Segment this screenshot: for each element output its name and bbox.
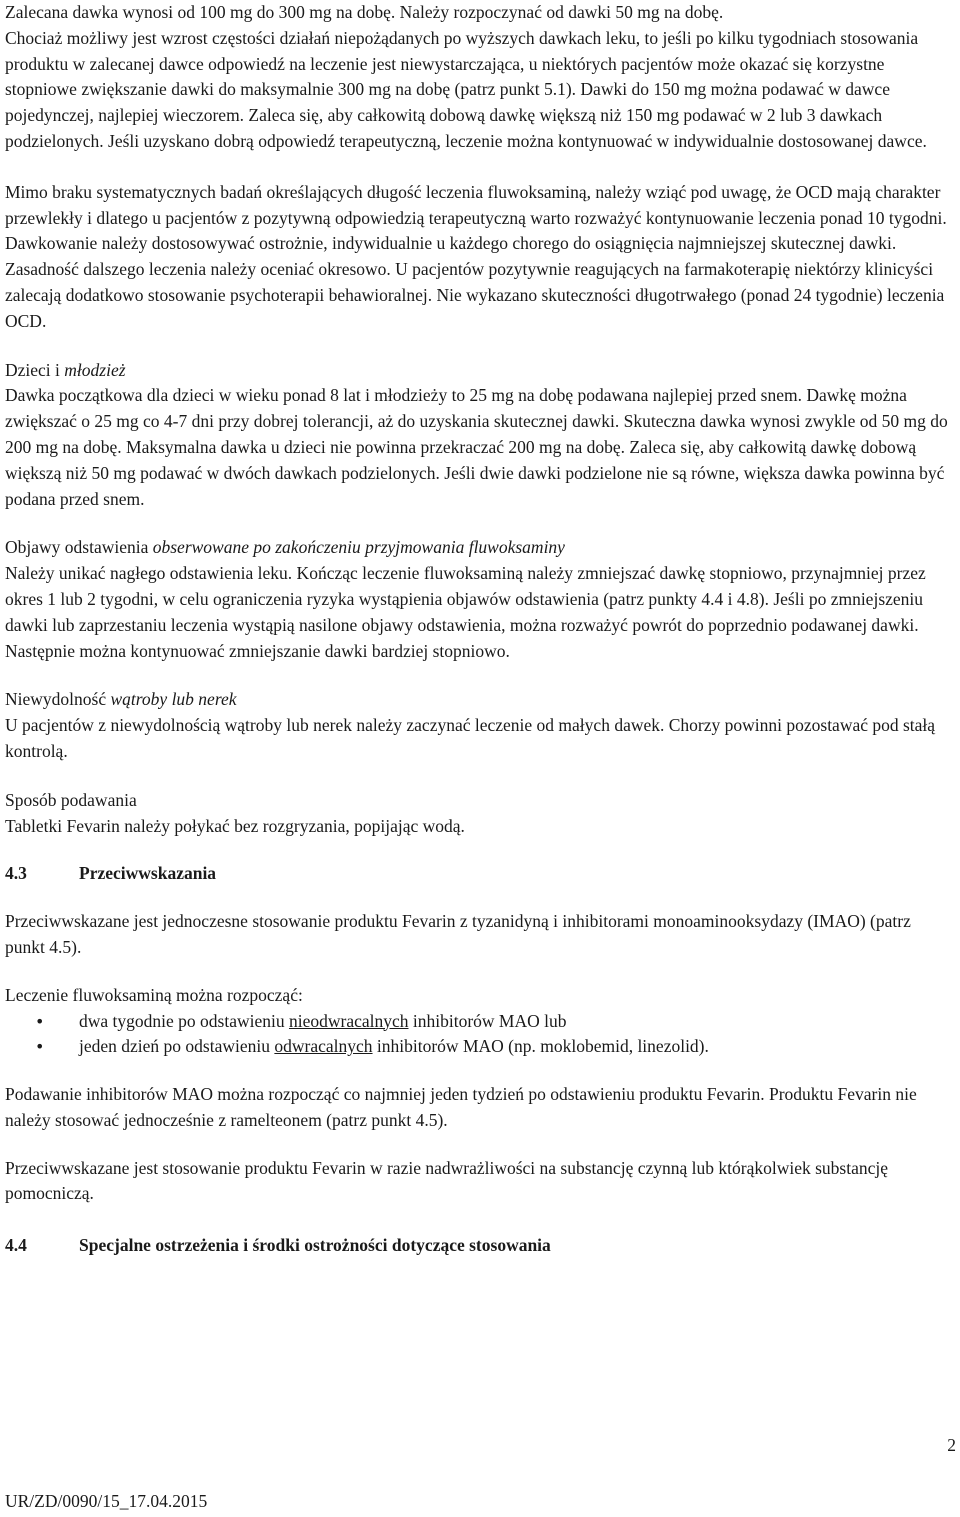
mao-bullet-list	[5, 1009, 953, 1061]
contraindications-paragraph-1: Przeciwwskazane jest jednoczesne stosowanie produktu Fevarin z tyzanidyną i inhibitorami monoaminooksydazy (IMAO) (patrz punkt 4.5).	[5, 911, 911, 957]
list-item: • jeden dzień po odstawieniu odwracalnych inhibitorów MAO (np. moklobemid, linezolid).	[5, 1034, 953, 1060]
children-paragraph: Dawka początkowa dla dzieci w wieku ponad 8 lat i młodzieży to 25 mg na dobę podawana najlepiej przed snem. Dawkę można zwiększać o 25 mg co 4-7 dni przy dobrej tolerancji, aż do uzyskania skutecznej dawki. Skuteczna dawka wynosi zwykle od 50 mg do 200 mg na dobę. Maksymalna dawka u dzieci nie powinna przekraczać 200 mg na dobę. Zaleca się, aby całkowitą dawkę dobową większą niż 50 mg podawać w dwóch dawkach podzielonych. Jeśli dwie dawki podzielone nie są równe, większa dawka powinna być podana przed snem.	[5, 385, 948, 509]
contraindications-paragraph-3: Podawanie inhibitorów MAO można rozpocząć co najmniej jeden tydzień po odstawieniu produktu Fevarin. Produktu Fevarin nie należy stosować jednocześnie z ramelteonem (patrz punkt 4.5).	[5, 1084, 917, 1130]
administration-subheading: Sposób podawania	[5, 789, 137, 810]
section-number: 4.4	[5, 1235, 27, 1256]
document-page	[5, 0, 953, 1259]
section-heading-4-4	[5, 1233, 953, 1259]
dosage-paragraph-1: Zalecana dawka wynosi od 100 mg do 300 mg na dobę. Należy rozpoczynać od dawki 50 mg na dobę.	[5, 2, 724, 22]
contraindications-paragraph-4: Przeciwwskazane jest stosowanie produktu Fevarin w razie nadwrażliwości na substancję czynną lub którąkolwiek substancję pomocniczą.	[5, 1157, 888, 1204]
document-code: UR/ZD/0090/15_17.04.2015	[5, 1491, 208, 1511]
dosage-paragraph-2: Chociaż możliwy jest wzrost częstości działań niepożądanych po wyższych dawkach leku, to jeśli po kilku tygodniach stosowania produktu w zalecanej dawce odpowiedź na leczenie jest niewystarczająca, u niektórych pacjentów może okazać się korzystne stopniowe zwiększanie dawki do maksymalnie 300 mg na dobę (patrz punkt 5.1). Dawki do 150 mg można podawać w dawce pojedynczej, najlepiej wieczorem. Zaleca się, aby całkowitą dobową dawkę większą niż 150 mg podawać w 2 lub 3 dawkach podzielonych. Jeśli uzyskano dobrą odpowiedź terapeutyczną, leczenie można kontynuować w indywidualnie dostosowanej dawce.	[5, 27, 927, 151]
treatment-duration-paragraph: Mimo braku systematycznych badań określających długość leczenia fluwoksaminą, należy wziąć pod uwagę, że OCD mają charakter przewlekły i dlatego u pacjentów z pozytywną odpowiedzią terapeutyczną warto rozważyć kontynuowanie leczenia ponad 10 tygodni. Dawkowanie należy dostosowywać ostrożnie, indywidualnie u każdego chorego do osiągnięcia najmniejszej skutecznej dawki. Zasadność dalszego leczenia należy oceniać okresowo. U pacjentów pozytywnie reagujących na farmakoterapię niektórzy klinicyści zalecają dodatkowo stosowanie psychoterapii behawioralnej. Nie wykazano skuteczności długotrwałego (ponad 24 tygodnie) leczenia OCD.	[5, 181, 947, 331]
section-title: Przeciwwskazania	[79, 863, 217, 884]
contraindications-paragraph-2: Leczenie fluwoksaminą można rozpocząć:	[5, 984, 303, 1005]
withdrawal-paragraph: Należy unikać nagłego odstawienia leku. Kończąc leczenie fluwoksaminą należy zmniejszać dawkę stopniowo, przynajmniej przez okres 1 lub 2 tygodni, w celu ograniczenia ryzyka wystąpienia objawów odstawienia (patrz punkty 4.4 i 4.8). Jeśli po zmniejszeniu dawki lub zaprzestaniu leczenia wystąpią nasilone objawy odstawienia, można rozważyć powrót do poprzednio podawanej dawki. Następnie można kontynuować zmniejszanie dawki bardziej stopniowo.	[5, 563, 926, 661]
section-number: 4.3	[5, 863, 27, 884]
withdrawal-subheading: Objawy odstawienia obserwowane po zakończeniu przyjmowania fluwoksaminy	[5, 537, 565, 558]
section-heading-4-3	[5, 861, 953, 887]
page-number: 2	[947, 1435, 956, 1455]
impairment-paragraph: U pacjentów z niewydolnością wątroby lub nerek należy zaczynać leczenie od małych dawek. Chorzy powinni pozostawać pod stałą kontrolą.	[5, 715, 936, 761]
children-subheading: Dzieci i młodzież	[5, 359, 126, 380]
administration-paragraph: Tabletki Fevarin należy połykać bez rozgryzania, popijając wodą.	[5, 815, 465, 836]
section-title: Specjalne ostrzeżenia i środki ostrożności dotyczące stosowania	[79, 1235, 551, 1256]
impairment-subheading: Niewydolność wątroby lub nerek	[5, 689, 237, 710]
list-item: • dwa tygodnie po odstawieniu nieodwracalnych inhibitorów MAO lub	[5, 1009, 953, 1035]
